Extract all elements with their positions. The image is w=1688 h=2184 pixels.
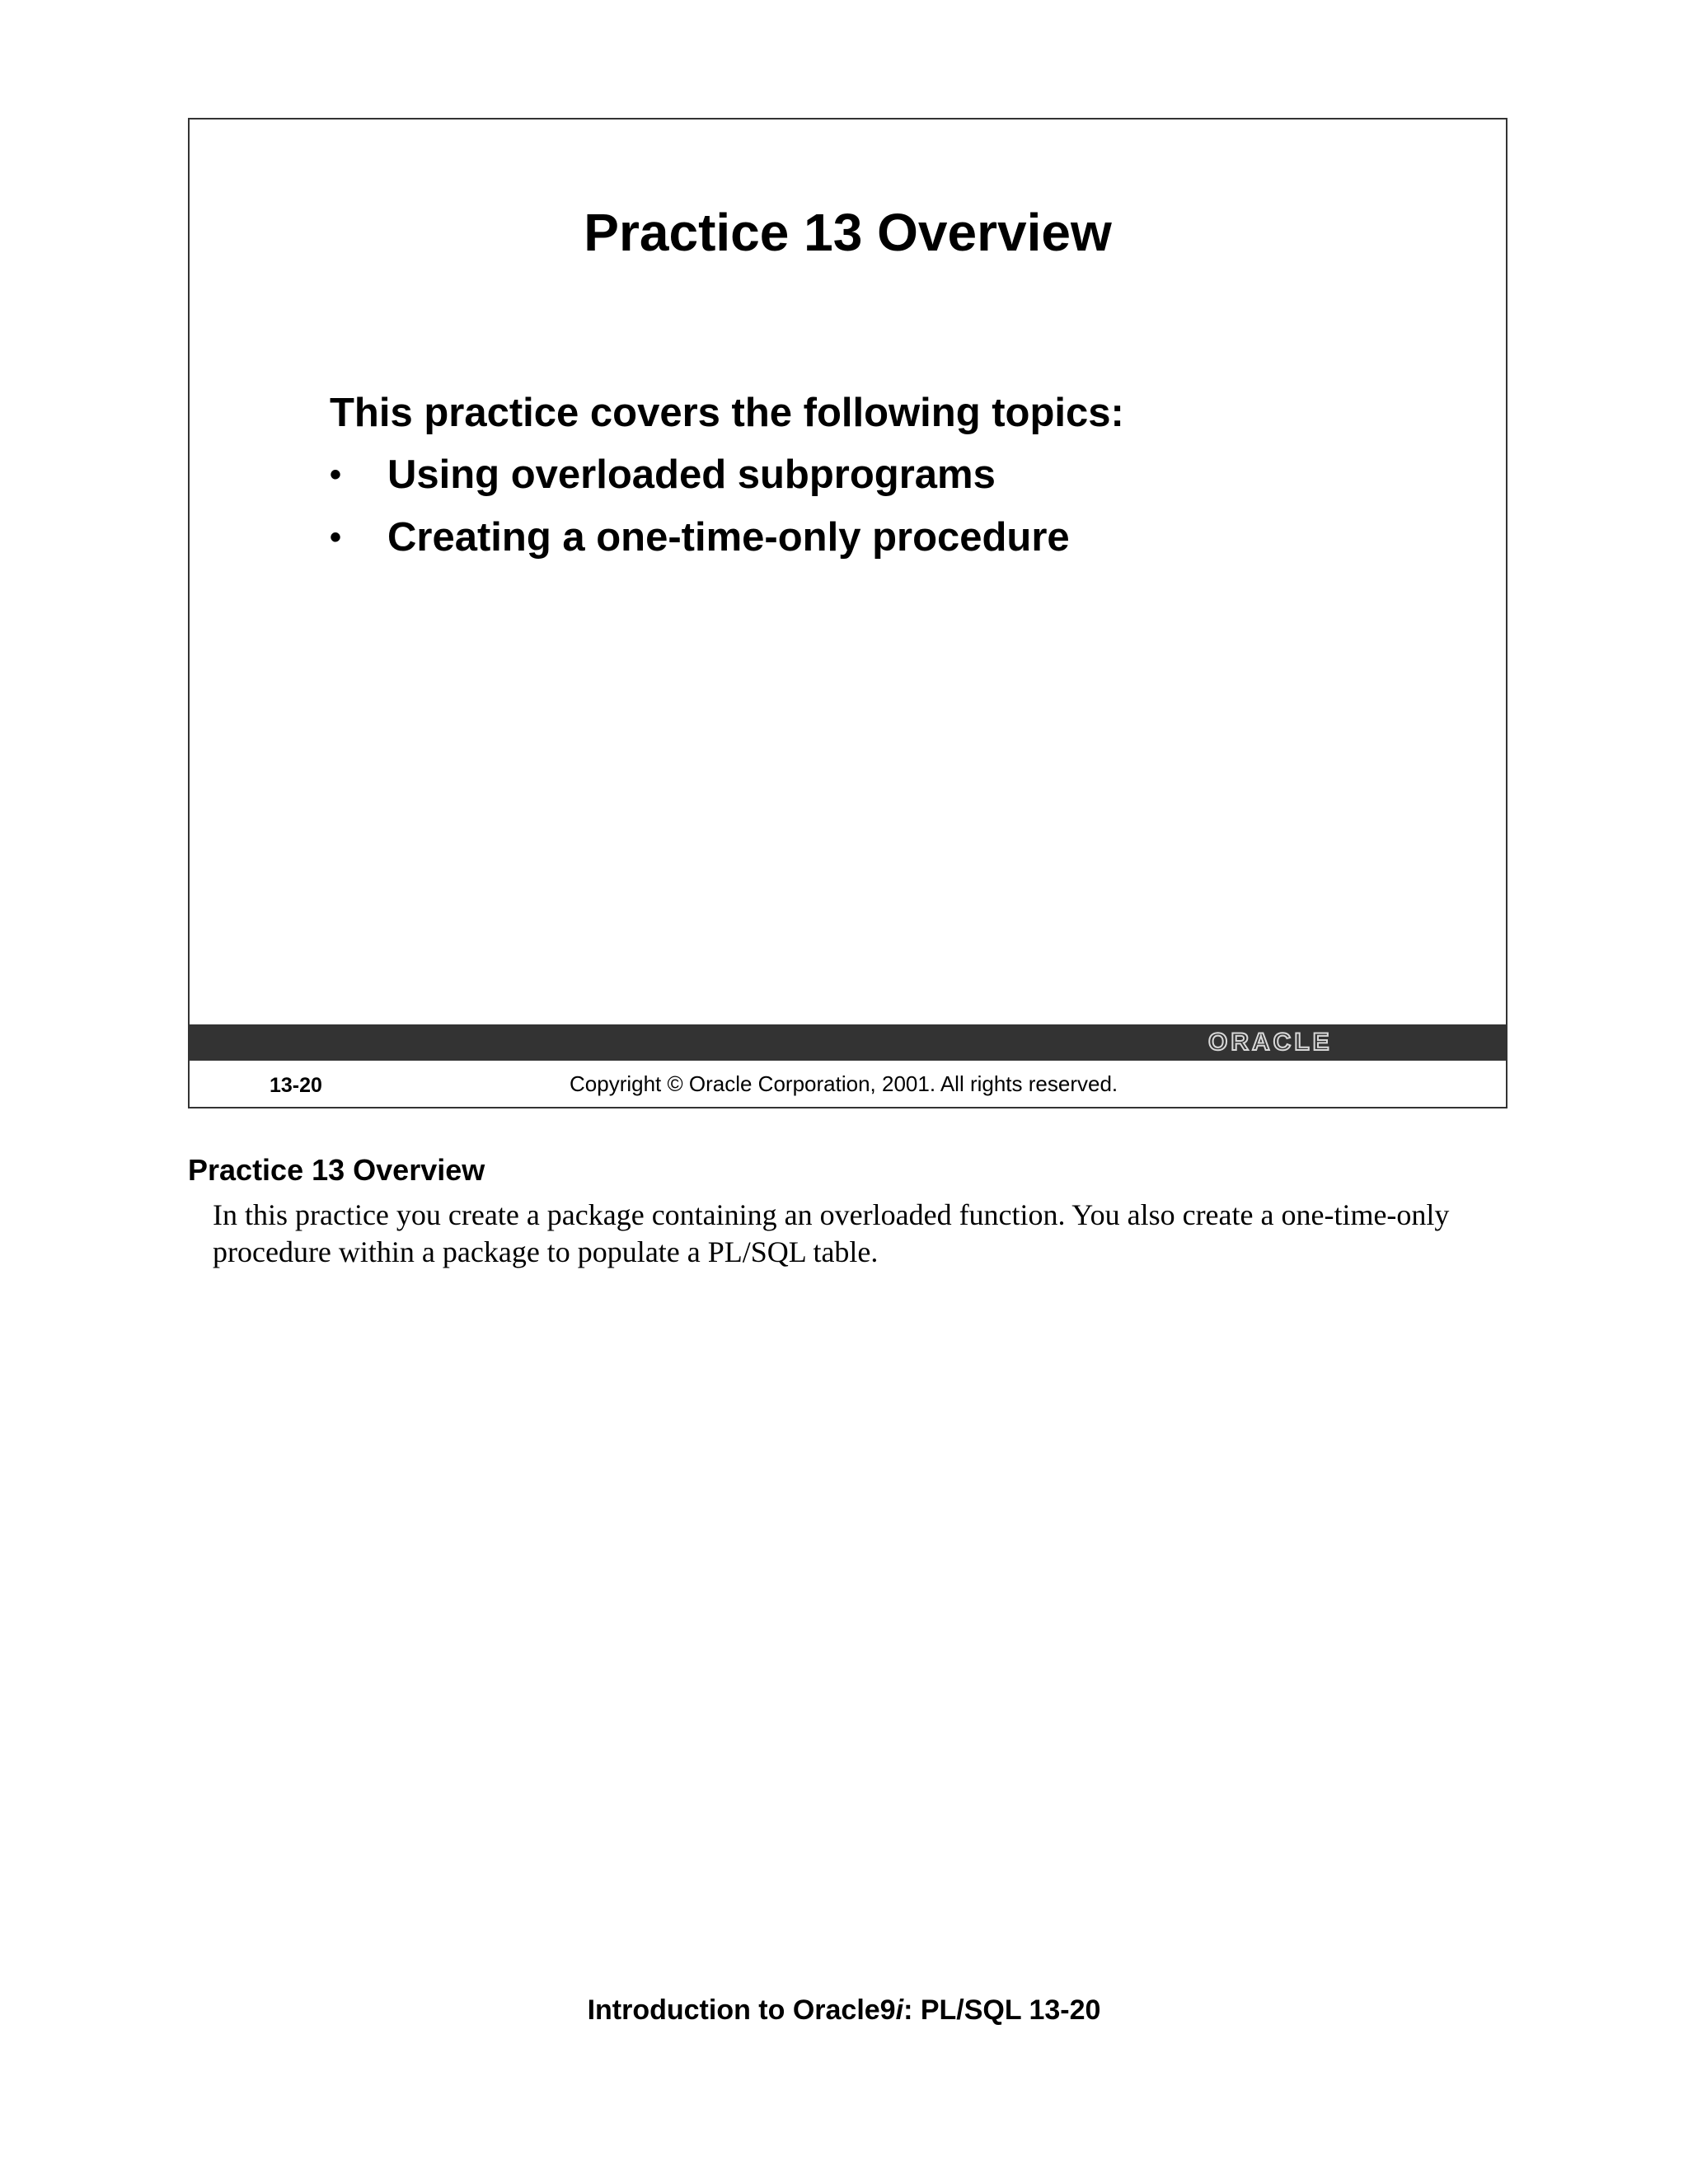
oracle-logo: ORACLE [1208,1029,1333,1056]
slide-frame [188,118,1507,1108]
topic-item [330,513,1070,562]
notes-heading: Practice 13 Overview [188,1153,485,1187]
footer-prefix: Introduction to Oracle9 [587,1994,896,2026]
slide-footer-bar [190,1024,1506,1061]
slide-intro: This practice covers the following topics: [330,391,1124,435]
footer-suffix: : PL/SQL 13-20 [903,1994,1101,2026]
footer-italic: i [895,1994,904,2026]
notes-body: In this practice you create a package containing an overloaded function. You also create a one-time-only procedure within a package to populate a PL/SQL table. [213,1198,1450,1268]
bullet-icon: • [330,457,342,493]
slide-copyright: Copyright © Oracle Corporation, 2001. All rights reserved. [570,1071,1118,1096]
topic-item [330,451,996,499]
topic-label: Creating a one-time-only procedure [387,515,1070,560]
bullet-icon: • [330,519,342,555]
slide-title: Practice 13 Overview [584,203,1112,262]
topic-label: Using overloaded subprograms [387,452,996,497]
slide-number: 13-20 [270,1074,322,1097]
page-footer [0,1994,1688,2027]
